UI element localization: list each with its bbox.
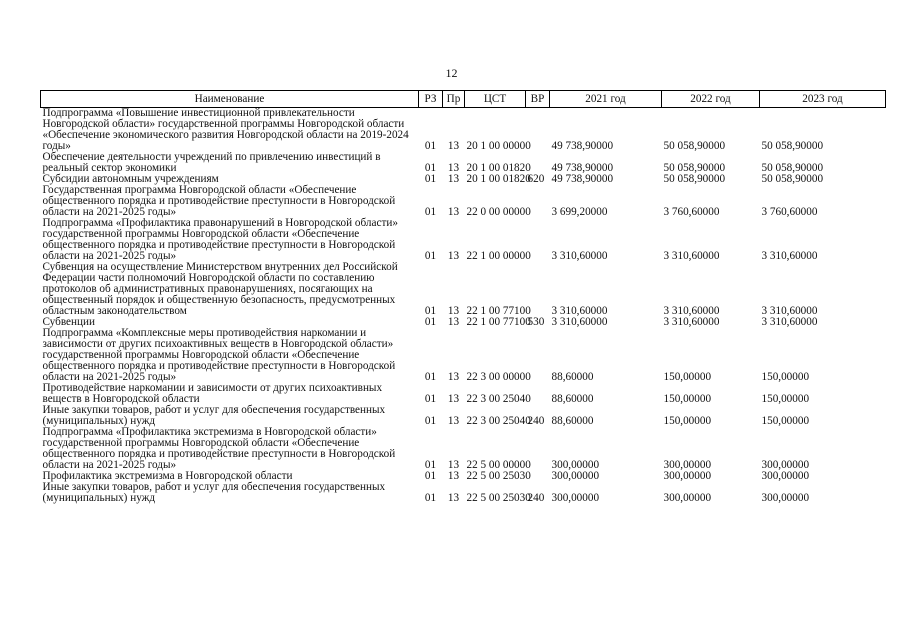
- row-2022-value: 3 310,60000: [663, 250, 720, 262]
- row-pr-cell: 13: [447, 492, 460, 504]
- table-row: [41, 405, 886, 427]
- row-2023-value: 150,00000: [761, 415, 810, 427]
- row-cst-cell: 22 5 00 00000: [466, 459, 531, 471]
- row-2021-value: 3 310,60000: [551, 316, 608, 328]
- row-2021-value: 49 738,90000: [551, 162, 614, 174]
- row-pr-cell: 13: [447, 459, 460, 471]
- row-2023-value: 50 058,90000: [761, 140, 824, 152]
- table-row: [41, 427, 886, 471]
- header-vr: ВР: [526, 91, 550, 108]
- row-rz-cell: 01: [424, 393, 437, 405]
- header-pr: Пр: [443, 91, 465, 108]
- row-cst-cell: 22 5 00 25030: [466, 492, 531, 504]
- table-row: [41, 383, 886, 405]
- row-2021-value: 3 310,60000: [551, 305, 608, 317]
- table-row: [41, 262, 886, 317]
- row-2021-value: 88,60000: [551, 415, 594, 427]
- row-2023-value: 50 058,90000: [761, 173, 824, 185]
- row-2021-value: 300,00000: [551, 459, 600, 471]
- table-row: [41, 185, 886, 218]
- row-cst-cell: 22 5 00 25030: [466, 470, 531, 482]
- row-pr-cell: 13: [447, 393, 460, 405]
- row-rz-cell: 01: [424, 371, 437, 383]
- row-pr-cell: 13: [447, 162, 460, 174]
- row-cst-cell: 22 1 00 00000: [466, 250, 531, 262]
- row-2022-value: 300,00000: [663, 470, 712, 482]
- row-2021-value: 3 310,60000: [551, 250, 608, 262]
- header-2021: 2021 год: [550, 91, 662, 108]
- table-row: [41, 152, 886, 174]
- row-2022-value: 300,00000: [663, 459, 712, 471]
- row-2022-value: 3 760,60000: [663, 206, 720, 218]
- row-2021-value: 300,00000: [551, 492, 600, 504]
- row-rz-cell: 01: [424, 470, 437, 482]
- row-pr-cell: 13: [447, 173, 460, 185]
- row-cst-cell: 20 1 00 01820: [466, 162, 531, 174]
- row-2022-value: 150,00000: [663, 393, 712, 405]
- row-2023-value: 3 310,60000: [761, 305, 818, 317]
- row-vr-cell: 530: [527, 316, 545, 328]
- row-vr-cell: 240: [527, 415, 545, 427]
- row-vr-cell: 620: [527, 173, 545, 185]
- row-name-cell: Противодействие наркомании и зависимости от других психоактивных веществ в Новгородской области: [42, 382, 383, 405]
- row-2023-value: 3 310,60000: [761, 316, 818, 328]
- row-name-cell: Иные закупки товаров, работ и услуг для обеспечения государственных (муниципальных) нужд: [42, 404, 386, 427]
- row-name-cell: Субвенции: [42, 316, 95, 328]
- row-rz-cell: 01: [424, 173, 437, 185]
- row-2023-value: 50 058,90000: [761, 162, 824, 174]
- row-2023-value: 300,00000: [761, 492, 810, 504]
- row-2023-value: 3 760,60000: [761, 206, 818, 218]
- row-2023-value: 300,00000: [761, 470, 810, 482]
- row-2023-value: 3 310,60000: [761, 250, 818, 262]
- row-name-cell: Подпрограмма «Профилактика экстремизма в Новгородской области» государственной программы Новгородской области «Обеспечение общественного порядка и противодействие преступности в Новгородской области на 2021-2025 годы»: [42, 426, 396, 471]
- row-cst-cell: 22 3 00 00000: [466, 371, 531, 383]
- row-rz-cell: 01: [424, 459, 437, 471]
- budget-table: [40, 90, 886, 504]
- row-2022-value: 50 058,90000: [663, 173, 726, 185]
- table-row: [41, 108, 886, 153]
- row-2022-value: 50 058,90000: [663, 140, 726, 152]
- row-name-cell: Подпрограмма «Комплексные меры противодействия наркомании и зависимости от других психоактивных веществ в Новгородской области» государственной программы Новгородской области «Обеспечение общественного порядка и противодействие преступности в Новгородской области на 2021-2025 годы»: [42, 327, 396, 383]
- row-vr-cell: 240: [527, 492, 545, 504]
- row-name-cell: Государственная программа Новгородской области «Обеспечение общественного порядка и противодействие преступности в Новгородской области на 2021-2025 годы»: [42, 184, 396, 218]
- row-2021-value: 49 738,90000: [551, 173, 614, 185]
- row-rz-cell: 01: [424, 162, 437, 174]
- row-pr-cell: 13: [447, 305, 460, 317]
- row-pr-cell: 13: [447, 250, 460, 262]
- row-2021-value: 300,00000: [551, 470, 600, 482]
- row-pr-cell: 13: [447, 371, 460, 383]
- row-2023-value: 150,00000: [761, 393, 810, 405]
- row-name-cell: Подпрограмма «Повышение инвестиционной привлекательности Новгородской области» государственной программы Новгородской области «Обеспечение экономического развития Новгородской области на 2019-2024 годы»: [42, 107, 409, 152]
- row-rz-cell: 01: [424, 415, 437, 427]
- row-name-cell: Обеспечение деятельности учреждений по привлечению инвестиций в реальный сектор экономики: [42, 151, 381, 174]
- row-cst-cell: 22 3 00 25040: [466, 415, 531, 427]
- row-2022-value: 150,00000: [663, 371, 712, 383]
- row-cst-cell: 22 0 00 00000: [466, 206, 531, 218]
- row-2022-value: 300,00000: [663, 492, 712, 504]
- row-name-cell: Иные закупки товаров, работ и услуг для обеспечения государственных (муниципальных) нужд: [42, 481, 386, 504]
- row-rz-cell: 01: [424, 492, 437, 504]
- row-2022-value: 3 310,60000: [663, 316, 720, 328]
- row-name-cell: Подпрограмма «Профилактика правонарушений в Новгородской области» государственной программы Новгородской области «Обеспечение общественного порядка и противодействие преступности в Новгородской области на 2021-2025 годы»: [42, 217, 398, 262]
- row-2021-value: 88,60000: [551, 393, 594, 405]
- row-pr-cell: 13: [447, 206, 460, 218]
- row-cst-cell: 20 1 00 01820: [466, 173, 531, 185]
- row-pr-cell: 13: [447, 140, 460, 152]
- row-2023-value: 300,00000: [761, 459, 810, 471]
- row-rz-cell: 01: [424, 250, 437, 262]
- header-cst: ЦСТ: [465, 91, 526, 108]
- row-2023-value: 150,00000: [761, 371, 810, 383]
- row-rz-cell: 01: [424, 305, 437, 317]
- header-name: Наименование: [41, 91, 419, 108]
- row-2021-value: 88,60000: [551, 371, 594, 383]
- row-rz-cell: 01: [424, 316, 437, 328]
- table-row: [41, 482, 886, 504]
- row-name-cell: Субвенция на осуществление Министерством внутренних дел Российской Федерации части полномочий Новгородской области по составлению протоколов об административных правонарушениях, посягающих на общественный порядок и общественную безопасность, предусмотренных областным законодательством: [42, 261, 398, 317]
- row-cst-cell: 22 3 00 25040: [466, 393, 531, 405]
- row-name-cell: Профилактика экстремизма в Новгородской области: [42, 470, 293, 482]
- row-2021-value: 3 699,20000: [551, 206, 608, 218]
- row-cst-cell: 22 1 00 77100: [466, 316, 531, 328]
- header-row: [41, 91, 886, 108]
- row-pr-cell: 13: [447, 470, 460, 482]
- header-2023: 2023 год: [760, 91, 886, 108]
- table-header: [41, 91, 886, 108]
- row-2022-value: 50 058,90000: [663, 162, 726, 174]
- header-rz: РЗ: [419, 91, 443, 108]
- table-row: [41, 328, 886, 383]
- row-pr-cell: 13: [447, 415, 460, 427]
- table-row: [41, 218, 886, 262]
- row-rz-cell: 01: [424, 140, 437, 152]
- row-2021-value: 49 738,90000: [551, 140, 614, 152]
- page-number: 12: [445, 66, 458, 80]
- row-cst-cell: 20 1 00 00000: [466, 140, 531, 152]
- table-body: [41, 108, 886, 505]
- row-2022-value: 3 310,60000: [663, 305, 720, 317]
- header-2022: 2022 год: [662, 91, 760, 108]
- row-pr-cell: 13: [447, 316, 460, 328]
- row-rz-cell: 01: [424, 206, 437, 218]
- row-name-cell: Субсидии автономным учреждениям: [42, 173, 219, 185]
- row-2022-value: 150,00000: [663, 415, 712, 427]
- row-cst-cell: 22 1 00 77100: [466, 305, 531, 317]
